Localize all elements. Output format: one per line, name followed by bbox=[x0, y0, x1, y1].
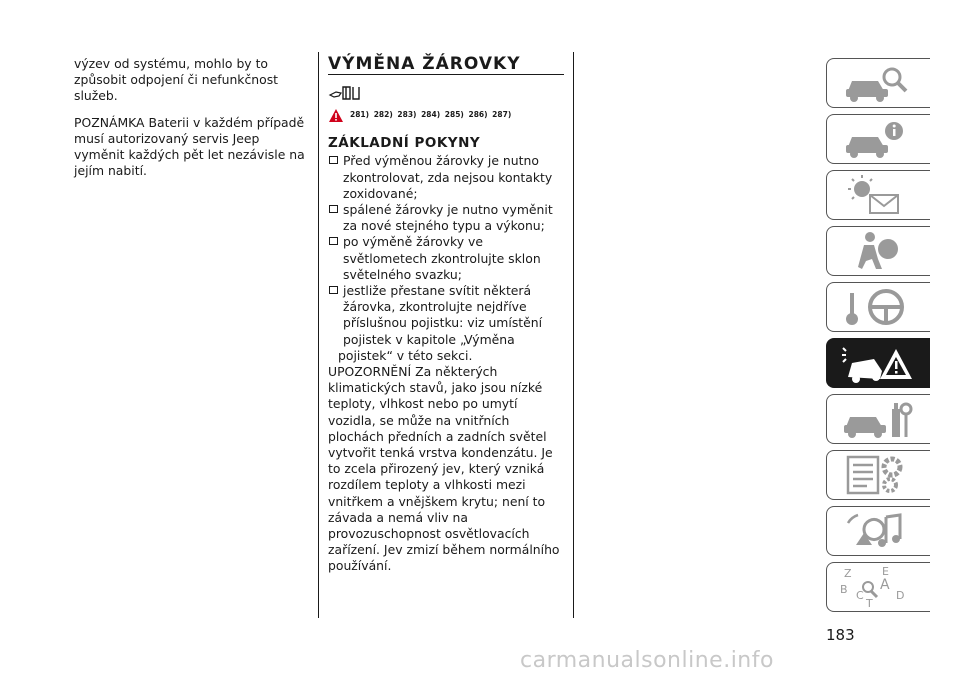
tab-car-info[interactable] bbox=[826, 114, 930, 164]
list-item-text: Před výměnou žárovky je nutno zkontrolovat, zda nejsou kontakty zoxidované; bbox=[343, 153, 553, 201]
tab-index[interactable] bbox=[826, 562, 930, 612]
list-item bbox=[328, 234, 564, 283]
main-column bbox=[328, 56, 564, 585]
car-search-icon bbox=[834, 61, 924, 105]
tab-service[interactable] bbox=[826, 394, 930, 444]
index-letter: T bbox=[865, 597, 873, 609]
index-letter: B bbox=[839, 583, 848, 596]
airbag-icon bbox=[834, 229, 924, 273]
list-item-text: spálené žárovky je nutno vyměnit za nové stejného typu a výkonu; bbox=[343, 202, 553, 234]
bullet-box-icon bbox=[329, 286, 338, 294]
tab-starting-driving[interactable] bbox=[826, 282, 930, 332]
paragraph: výzev od systému, mohlo by to způsobit odpojení či nefunkčnost služeb. bbox=[74, 56, 279, 104]
car-info-icon bbox=[834, 117, 924, 161]
note-battery: POZNÁMKA Baterii v každém případě musí autorizovaný servis Jeep vyměnit každých pět let nezávisle na jejím nabití. bbox=[74, 114, 305, 179]
key-steering-icon bbox=[834, 285, 924, 329]
left-column bbox=[74, 56, 310, 189]
light-mail-icon bbox=[834, 173, 924, 217]
manual-hand-icon bbox=[328, 83, 362, 103]
bullet-box-icon bbox=[329, 237, 338, 245]
subsection-title: ZÁKLADNÍ POKYNY bbox=[328, 135, 481, 152]
car-service-icon bbox=[834, 397, 924, 441]
tab-specifications[interactable] bbox=[826, 450, 930, 500]
bullet-box-icon bbox=[329, 156, 338, 164]
note-condensation: UPOZORNĚNÍ Za některých klimatických stavů, jako jsou nízké teploty, vlhkost nebo po umytí vozidla, se může na vnitřních plochách předních a zadních světel vytvořit tenká vrstva kondenzátu. Je to zcela přirozený jev, který vzniká rozdílem teploty a vlhkosti mezi vnitřkem a vnějškem krytu; není to závada a nemá vliv na provozuschopnost osvětlovacích zařízení. Jev zmizí během normálního používání. bbox=[328, 364, 560, 574]
column-divider bbox=[573, 52, 574, 618]
tab-multimedia[interactable] bbox=[826, 506, 930, 556]
bullet-box-icon bbox=[329, 205, 338, 213]
index-letter: A bbox=[879, 577, 890, 593]
list-item-continuation: pojistek“ v této sekci. bbox=[338, 347, 473, 363]
index-letter: E bbox=[881, 565, 889, 578]
section-title: VÝMĚNA ŽÁROVKY bbox=[328, 56, 564, 75]
chapter-tabs bbox=[826, 58, 930, 618]
tab-emergency[interactable] bbox=[826, 338, 930, 388]
list-item bbox=[328, 283, 564, 348]
column-divider bbox=[318, 52, 319, 618]
warning-triangle-icon bbox=[328, 108, 344, 123]
tab-safety[interactable] bbox=[826, 226, 930, 276]
warning-references bbox=[328, 105, 564, 125]
tab-lights-messages[interactable] bbox=[826, 170, 930, 220]
list-item-text: po výměně žárovky ve světlometech zkontrolujte sklon světelného svazku; bbox=[343, 234, 541, 282]
tab-car-search[interactable] bbox=[826, 58, 930, 108]
multimedia-icon bbox=[834, 509, 924, 553]
footer-watermark: carmanualsonline.info bbox=[520, 648, 774, 673]
page-number: 183 bbox=[826, 626, 855, 644]
index-letter: Z bbox=[843, 567, 852, 580]
specs-gear-icon bbox=[834, 453, 924, 497]
car-emergency-icon bbox=[834, 341, 924, 385]
list-item-text: jestliže přestane svítit některá žárovka, zkontrolujte nejdříve příslušnou pojistku: viz umístění pojistek v kapitole „Výměna bbox=[343, 283, 543, 347]
manual-reference bbox=[328, 83, 564, 103]
list-item bbox=[328, 153, 564, 202]
index-letter: C bbox=[855, 589, 864, 602]
index-letter: D bbox=[895, 589, 904, 602]
warning-refs: 281) 282) 283) 284) 285) 286) 287) bbox=[350, 110, 512, 120]
index-letters-icon bbox=[834, 565, 924, 609]
list-item bbox=[328, 202, 564, 234]
